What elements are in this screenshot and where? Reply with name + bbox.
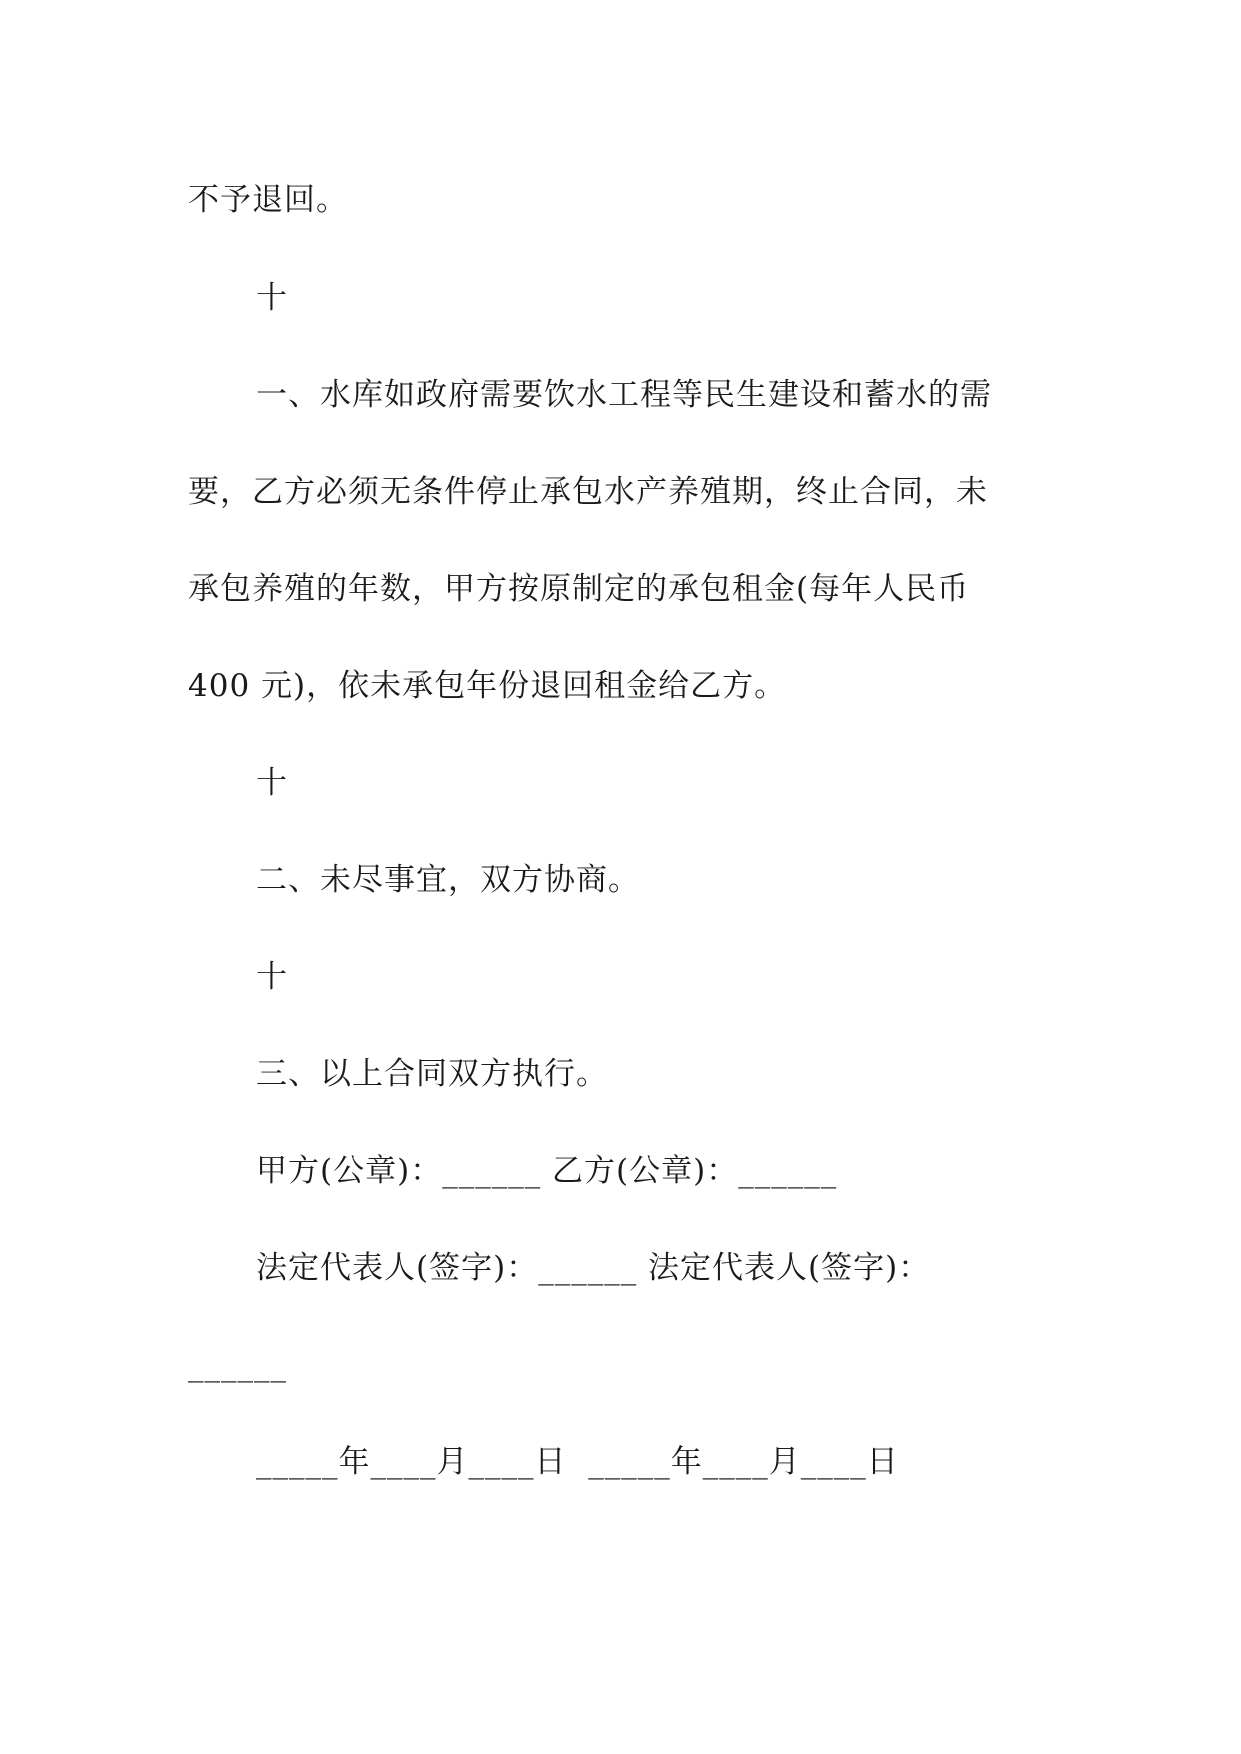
section-number-line: 十 (256, 280, 288, 316)
clause-eleven-line-3: 承包养殖的年数，甲方按原制定的承包租金(每年人民币 (188, 571, 970, 607)
clause-thirteen-line: 三、以上合同双方执行。 (256, 1056, 608, 1092)
party-seal-line: 甲方(公章)：______ 乙方(公章)：______ (256, 1153, 838, 1189)
legal-representative-blank: ______ (188, 1347, 287, 1383)
legal-representative-line: 法定代表人(签字)：______ 法定代表人(签字)： (256, 1250, 931, 1286)
date-line: _____年____月____日 _____年____月____日 (256, 1444, 899, 1480)
clause-eleven-line-4: 400 元)，依未承包年份退回租金给乙方。 (188, 668, 787, 704)
clause-eleven-line-2: 要，乙方必须无条件停止承包水产养殖期，终止合同，未 (188, 474, 988, 510)
text-line-continuation: 不予退回。 (188, 182, 348, 218)
section-number-line: 十 (256, 765, 288, 801)
clause-eleven-line-1: 一、水库如政府需要饮水工程等民生建设和蓄水的需 (256, 377, 992, 413)
section-number-line: 十 (256, 959, 288, 995)
clause-twelve-line: 二、未尽事宜，双方协商。 (256, 862, 640, 898)
